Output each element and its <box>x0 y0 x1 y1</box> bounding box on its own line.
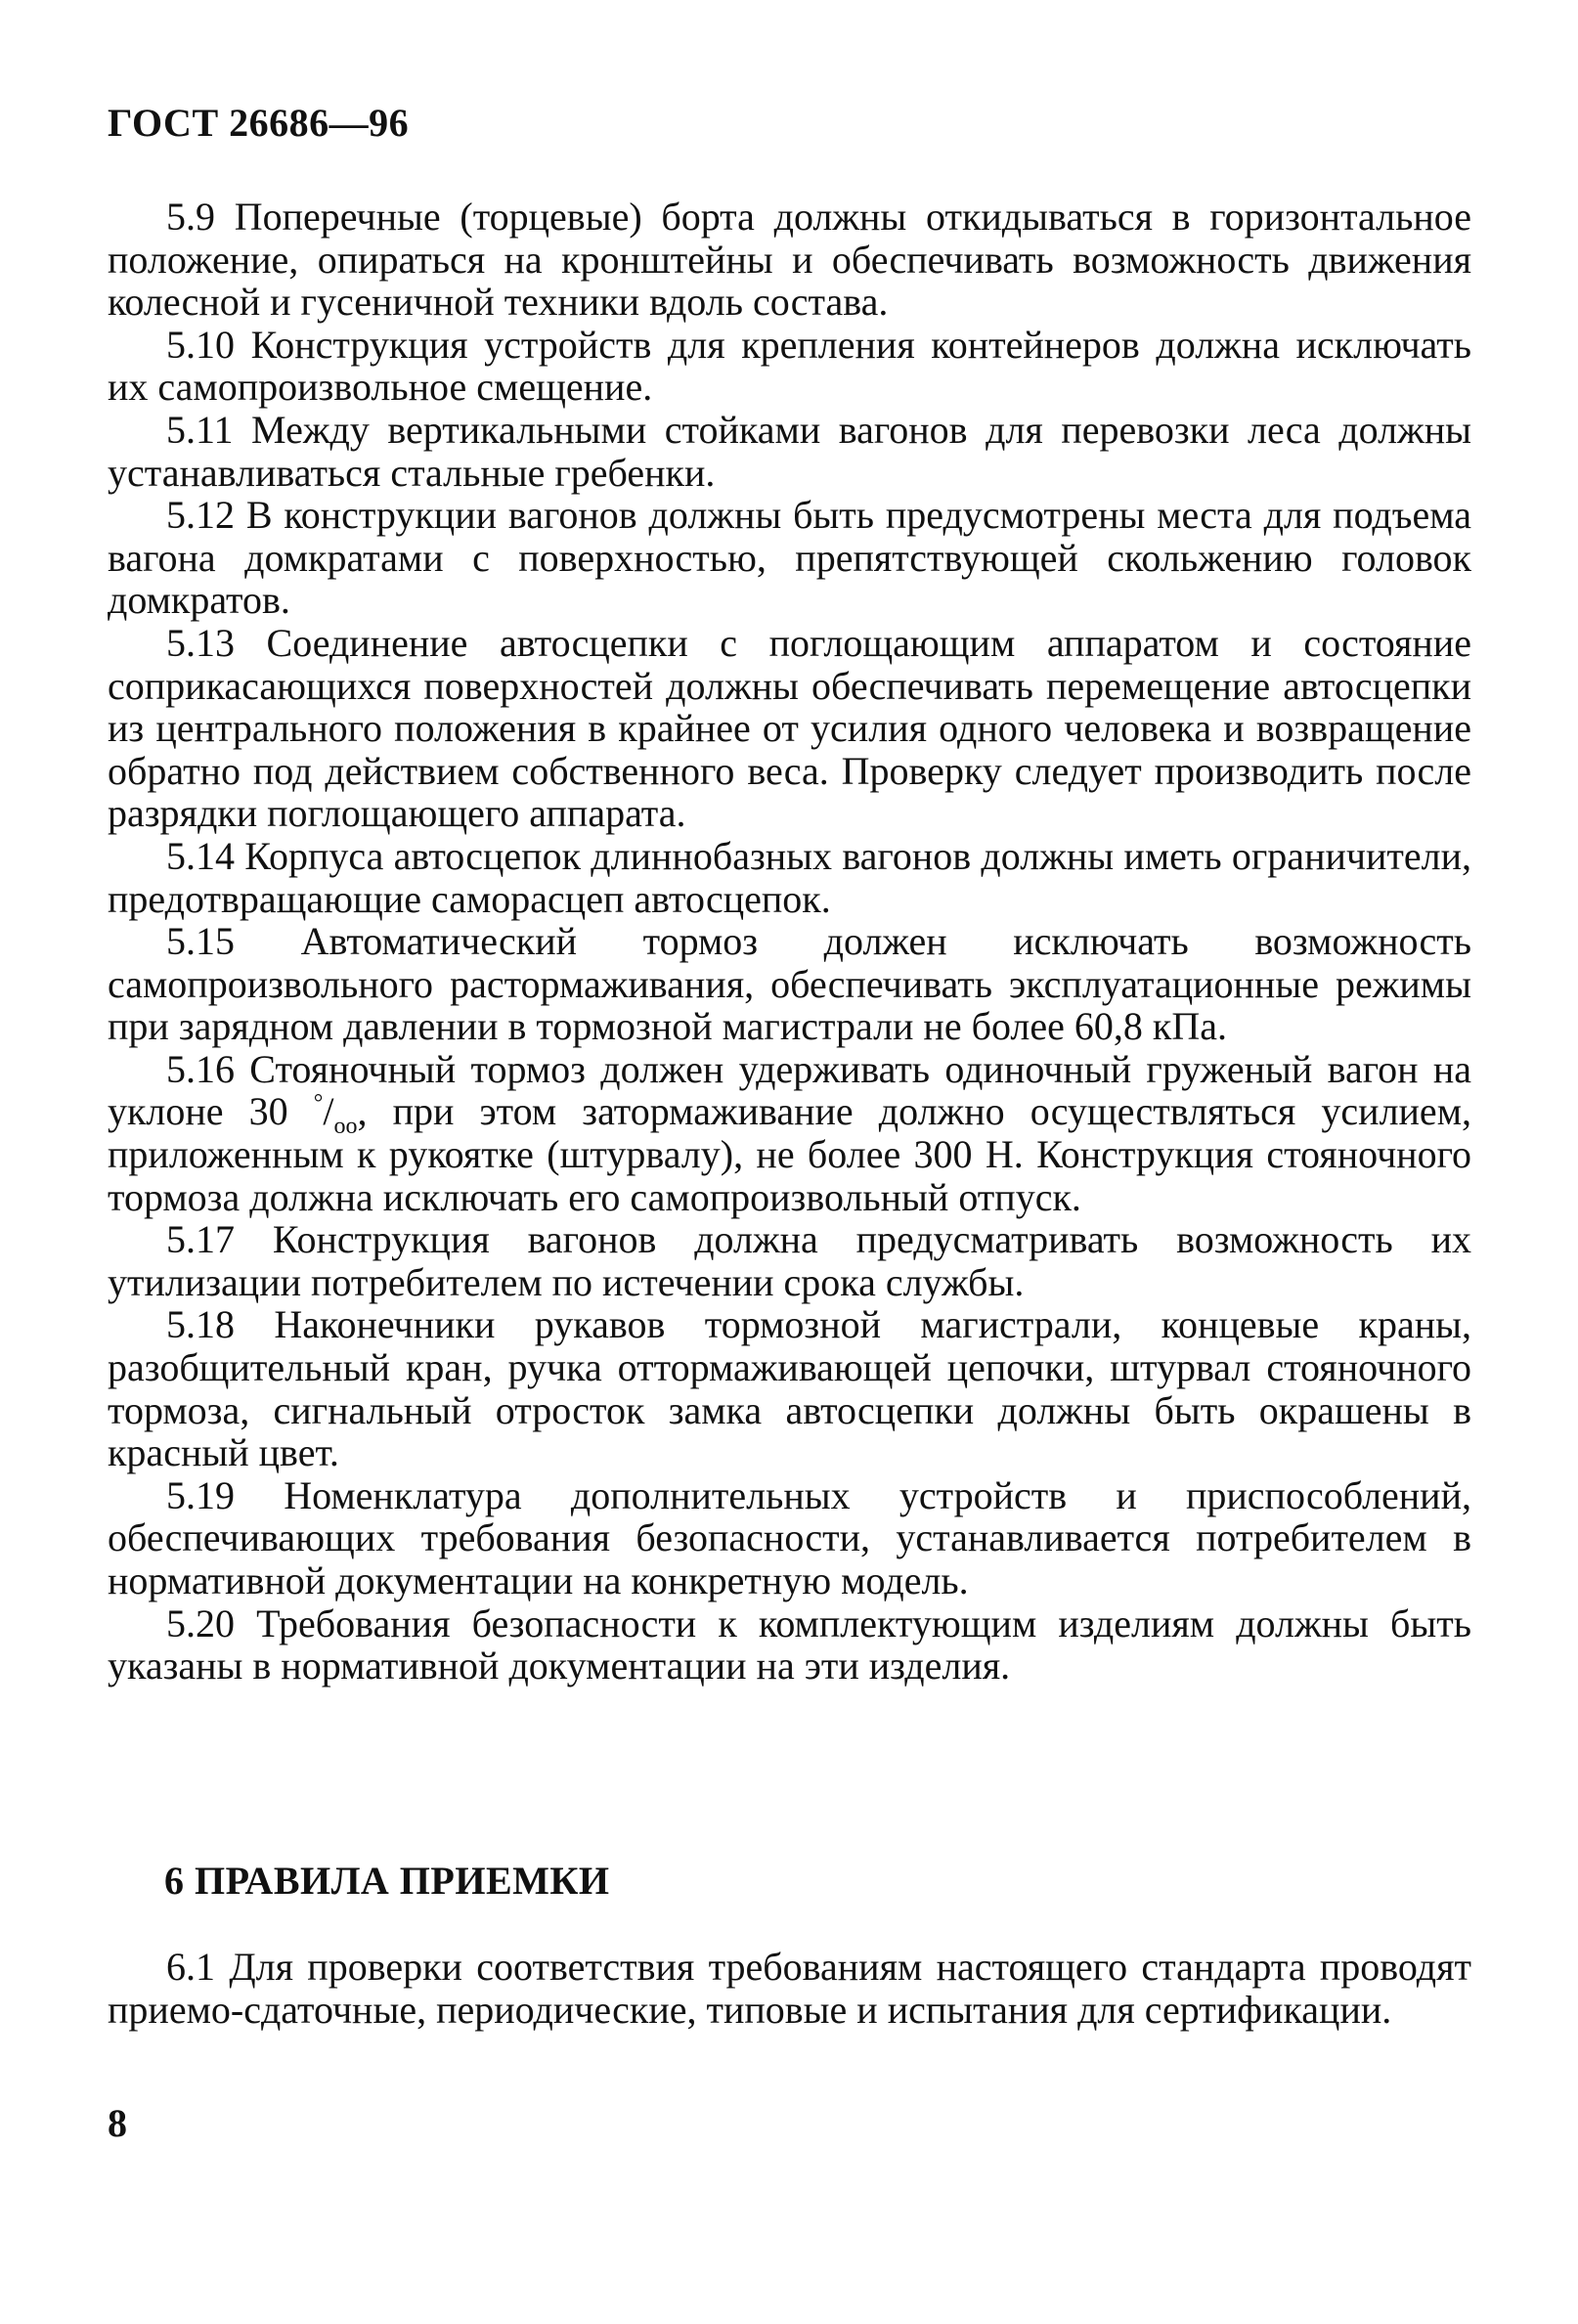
permille-slash: / <box>323 1089 334 1134</box>
permille-degree-mark: ° <box>313 1091 324 1118</box>
paragraph-5-10: 5.10 Конструкция устройств для крепления контейнеров должна исключать их самопроизвольное смещение. <box>108 322 1471 410</box>
paragraph-5-16 <box>108 1048 1471 1218</box>
paragraph-5-12: 5.12 В конструкции вагонов должны быть предусмотрены места для подъема вагона домкратами с поверхностью, препятствующей скольжению головок домкратов. <box>108 493 1471 623</box>
section-6-body <box>108 1946 1471 2031</box>
paragraph-5-20: 5.20 Требования безопасности к комплектующим изделиям должны быть указаны в нормативной документации на эти изделия. <box>108 1600 1471 1688</box>
section-5-body <box>108 196 1471 1688</box>
paragraph-5-13: 5.13 Соединение автосцепки с поглощающим аппаратом и состояние соприкасающихся поверхностей должны обеспечивать перемещение автосцепки из центрального положения в крайнее от усилия одного человека и возвращение обратно под действием собственного веса. Проверку следует производить после разрядки поглощающего аппарата. <box>108 620 1471 836</box>
section-6-title: 6 ПРАВИЛА ПРИЕМКИ <box>164 1859 610 1903</box>
paragraph-5-16-part-2: , при этом затормаживание должно осуществляться усилием, приложенным к рукоятке (штурвалу), не более 300 Н. Конструкция стояночного тормоза должна исключать его самопроизвольный отпуск. <box>108 1089 1471 1219</box>
document-header: ГОСТ 26686—96 <box>108 101 410 145</box>
paragraph-6-1: 6.1 Для проверки соответствия требованиям настоящего стандарта проводят приемо-сдаточные, периодические, типовые и испытания для сертификации. <box>108 1945 1471 2032</box>
paragraph-5-18: 5.18 Наконечники рукавов тормозной магистрали, концевые краны, разобщительный кран, ручка оттормаживающей цепочки, штурвал стояночного тормоза, сигнальный отросток замка автосцепки должны быть окрашены в красный цвет. <box>108 1302 1471 1475</box>
paragraph-5-17: 5.17 Конструкция вагонов должна предусматривать возможность их утилизации потребителем по истечении срока службы. <box>108 1217 1471 1304</box>
paragraph-5-19: 5.19 Номенклатура дополнительных устройств и приспособлений, обеспечивающих требования безопасности, устанавливается потребителем в нормативной документации на конкретную модель. <box>108 1472 1471 1602</box>
paragraph-5-16-part-1: 5.16 Стояночный тормоз должен удерживать одиночный груженый вагон на уклоне 30 <box>108 1046 1471 1134</box>
paragraph-5-9: 5.9 Поперечные (торцевые) борта должны откидываться в горизонтальное положение, опираться на кронштейны и обеспечивать возможность движения колесной и гусеничной техники вдоль состава. <box>108 195 1471 325</box>
paragraph-5-15: 5.15 Автоматический тормоз должен исключать возможность самопроизвольного растормаживания, обеспечивать эксплуатационные режимы при зарядном давлении в тормозной магистрали не более 60,8 кПа. <box>108 919 1471 1049</box>
permille-zeros: оо <box>333 1114 358 1140</box>
paragraph-5-14: 5.14 Корпуса автосцепок длиннобазных вагонов должны иметь ограничители, предотвращающие саморасцеп автосцепок. <box>108 833 1471 921</box>
page-number: 8 <box>108 2101 127 2145</box>
paragraph-5-11: 5.11 Между вертикальными стойками вагонов для перевозки леса должны устанавливаться стальные гребенки. <box>108 407 1471 495</box>
